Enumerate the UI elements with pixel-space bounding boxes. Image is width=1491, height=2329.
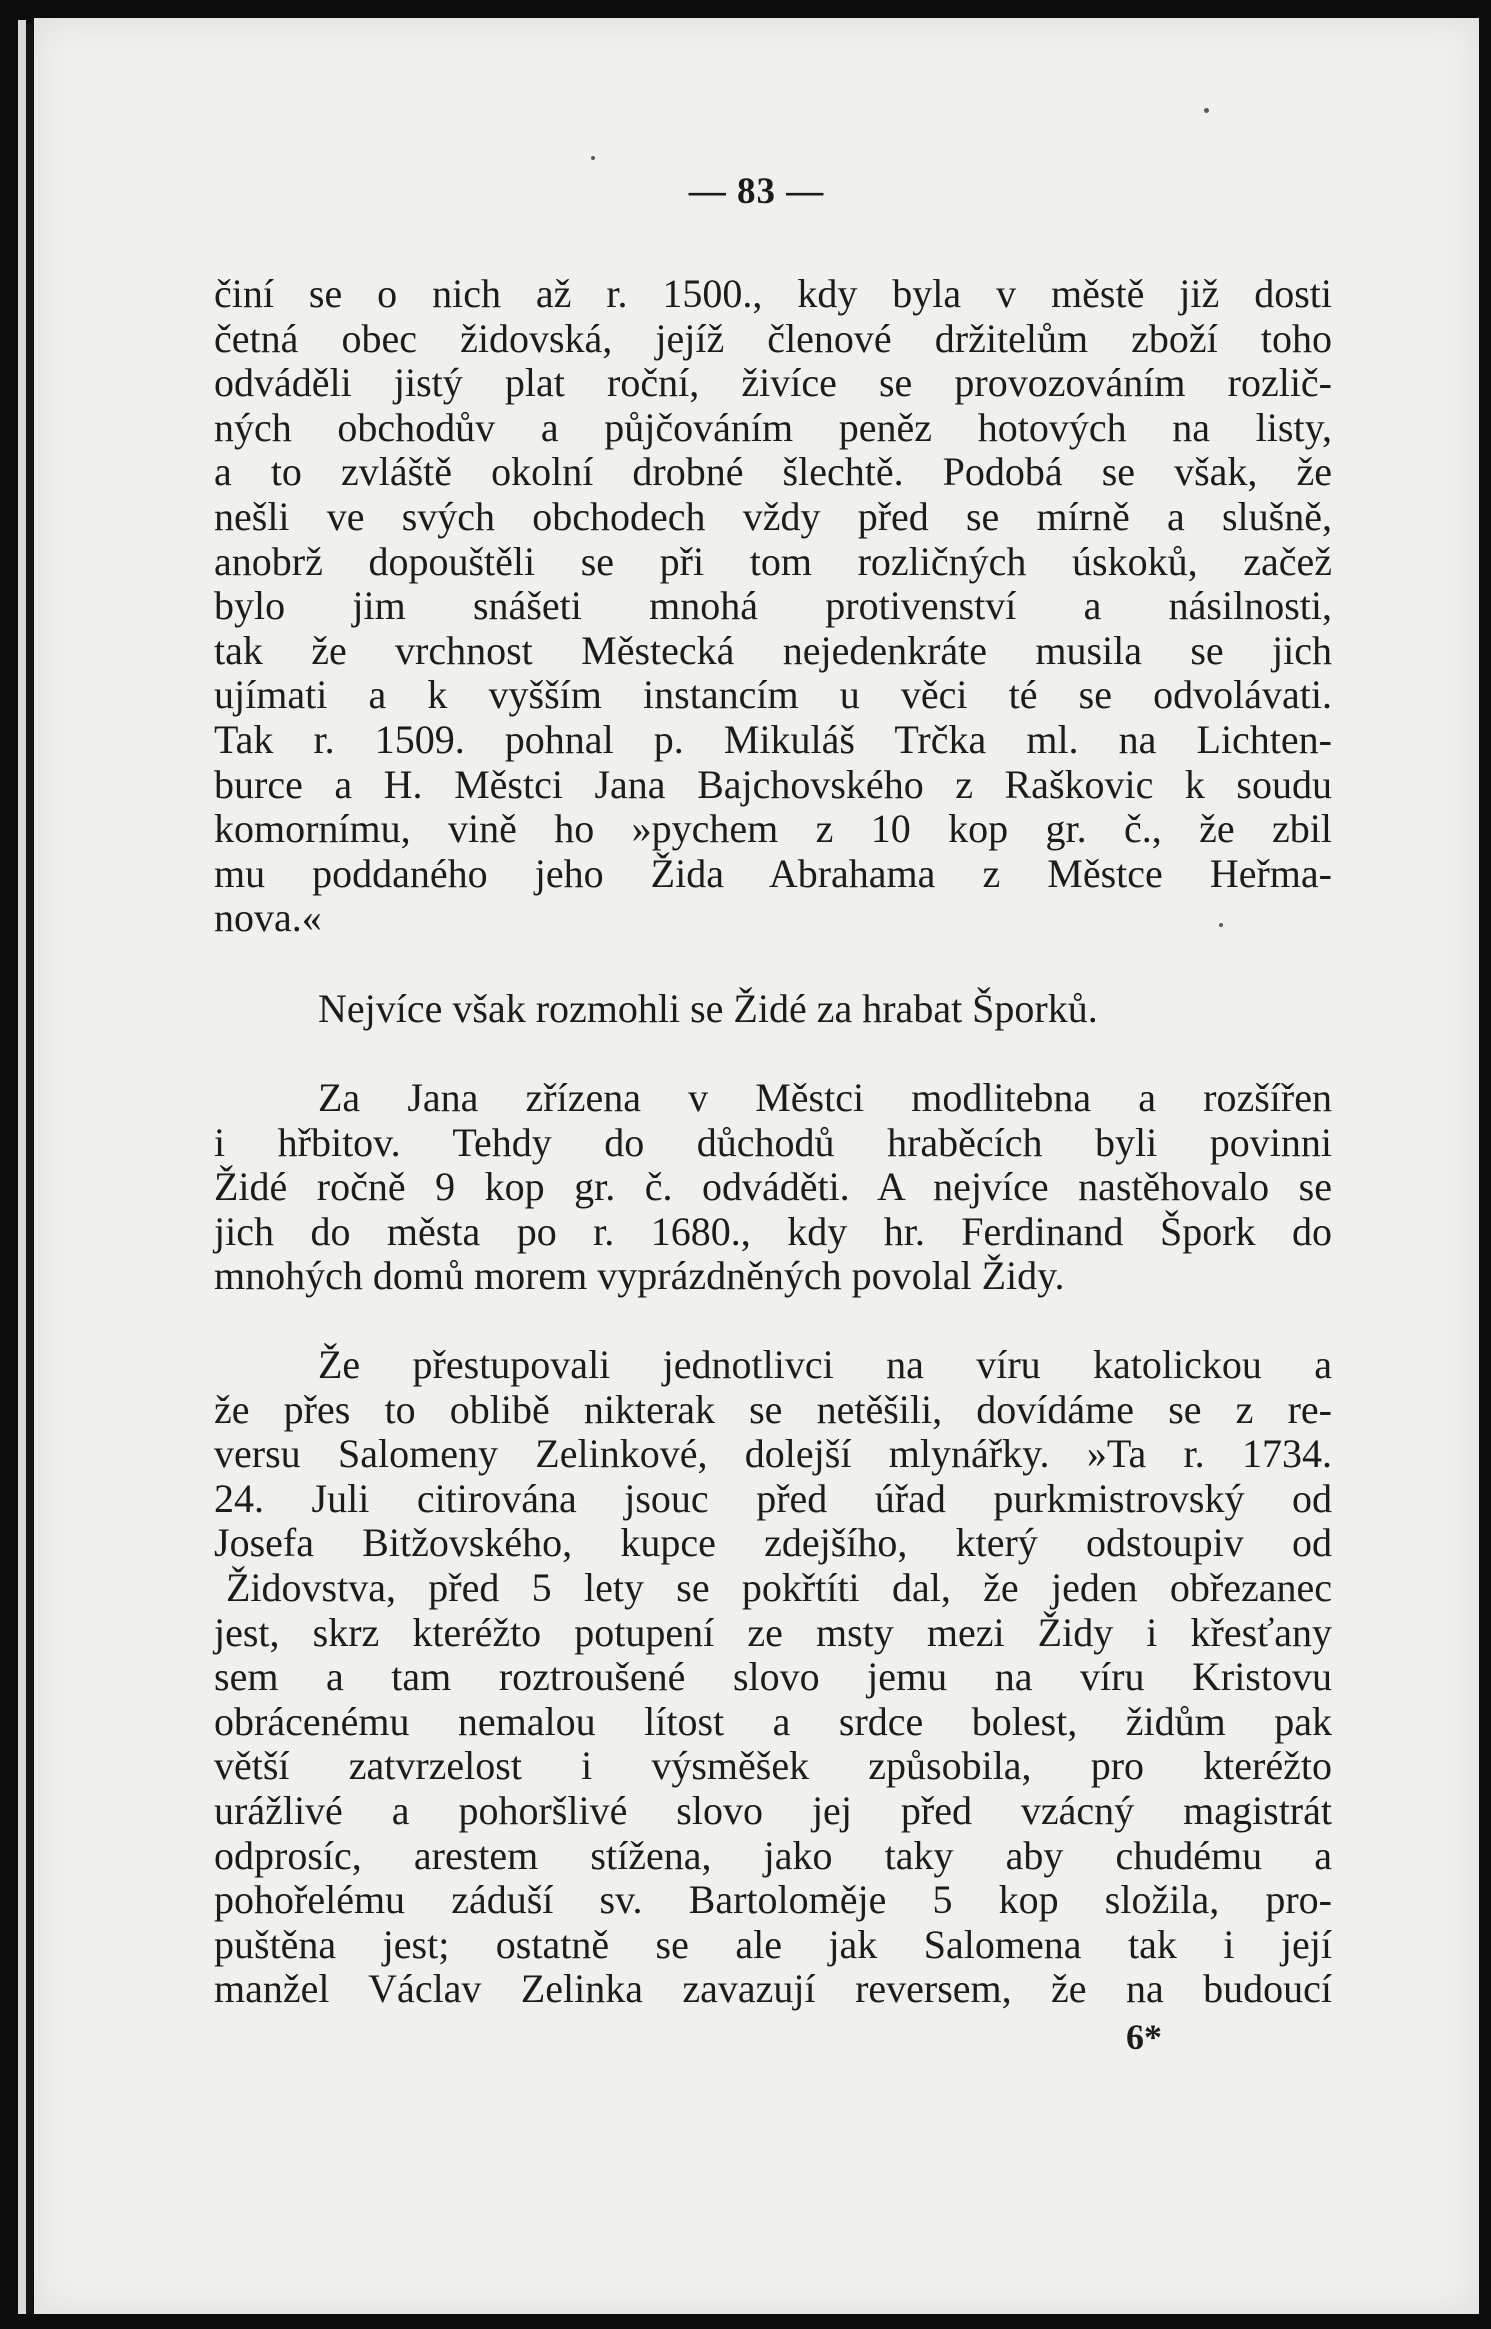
text-line: ných obchodův a půjčováním peněz hotových na listy, bbox=[214, 404, 1332, 450]
signature-mark: 6* bbox=[1126, 2017, 1162, 2057]
text-line: anobrž dopouštěli se při tom rozličných úskoků, začež bbox=[214, 538, 1332, 584]
text-line: činí se o nich až r. 1500., kdy byla v městě již dosti bbox=[214, 271, 1332, 316]
text-line: mnohých domů morem vyprázdněných povolal Židy. bbox=[214, 1253, 1065, 1299]
text-line: Židé ročně 9 kop gr. č. odváděti. A nejvíce nastěhovalo se bbox=[214, 1164, 1332, 1210]
text-line: Nejvíce však rozmohli se Židé za hrabat Šporků. bbox=[318, 986, 1098, 1031]
text-line: bylo jim snášeti mnohá protivenství a násilnosti, bbox=[214, 583, 1332, 629]
text-line: jest, skrz kteréžto potupení ze msty mezi Židy i křesťany bbox=[214, 1609, 1332, 1655]
print-speck bbox=[591, 156, 595, 160]
text-line: komornímu, vině ho »pychem z 10 kop gr. č., že zbil bbox=[214, 806, 1332, 852]
text-line: puštěna jest; ostatně se ale jak Salomena tak i její bbox=[214, 1921, 1332, 1967]
paragraph-2 bbox=[214, 987, 1332, 1032]
text-line: manžel Václav Zelinka zavazují reversem, že na budoucí bbox=[214, 1966, 1332, 2012]
text-line: mu poddaného jeho Žida Abrahama z Městce Heřma- bbox=[214, 850, 1332, 896]
text-line: Tak r. 1509. pohnal p. Mikuláš Trčka ml. na Lichten- bbox=[214, 716, 1332, 762]
text-line: sem a tam roztroušené slovo jemu na víru Kristovu bbox=[214, 1654, 1332, 1700]
text-line: Židovstva, před 5 lety se pokřtíti dal, že jeden obřezanec bbox=[226, 1564, 1332, 1610]
text-line: a to zvláště okolní drobné šlechtě. Podobá se však, že bbox=[214, 449, 1332, 495]
print-speck bbox=[1204, 108, 1209, 113]
paragraph-4 bbox=[214, 1343, 1332, 2012]
page-number: — 83 — bbox=[688, 171, 825, 212]
text-line: burce a H. Městci Jana Bajchovského z Raškovic k soudu bbox=[214, 761, 1332, 807]
text-line: Že přestupovali jednotlivci na víru katolickou a bbox=[318, 1342, 1332, 1387]
page-edge-gap bbox=[18, 20, 26, 2314]
text-line: odprosíc, arestem stížena, jako taky aby chudému a bbox=[214, 1832, 1332, 1878]
text-line: urážlivé a pohoršlivé slovo jej před vzácný magistrát bbox=[214, 1787, 1332, 1833]
text-line: větší zatvrzelost i výsměšek způsobila, pro kteréžto bbox=[214, 1743, 1332, 1789]
text-line: tak že vrchnost Městecká nejedenkráte musila se jich bbox=[214, 627, 1332, 673]
text-line: nešli ve svých obchodech vždy před se mírně a slušně, bbox=[214, 493, 1332, 539]
text-line: četná obec židovská, jejíž členové držitelům zboží toho bbox=[214, 315, 1332, 361]
text-line: Za Jana zřízena v Městci modlitebna a rozšířen bbox=[318, 1075, 1332, 1120]
text-line: i hřbitov. Tehdy do důchodů hraběcích byli povinni bbox=[214, 1119, 1332, 1165]
text-line: že přes to oblibě nikterak se netěšili, dovídáme se z re- bbox=[214, 1386, 1332, 1432]
paragraph-1 bbox=[214, 272, 1332, 941]
paragraph-3 bbox=[214, 1076, 1332, 1299]
print-speck bbox=[1219, 923, 1223, 927]
book-page bbox=[34, 18, 1479, 2314]
text-line: versu Salomeny Zelinkové, dolejší mlynářky. »Ta r. 1734. bbox=[214, 1431, 1332, 1477]
page-binding-edge bbox=[26, 24, 33, 2314]
text-line: 24. Juli citirována jsouc před úřad purkmistrovský od bbox=[214, 1475, 1332, 1521]
text-line: odváděli jistý plat roční, živíce se provozováním rozlič- bbox=[214, 360, 1332, 406]
text-line: jich do města po r. 1680., kdy hr. Ferdinand Špork do bbox=[214, 1208, 1332, 1254]
text-line: nova.« bbox=[214, 895, 322, 941]
text-line: Josefa Bitžovského, kupce zdejšího, který odstoupiv od bbox=[214, 1520, 1332, 1566]
text-line: ujímati a k vyšším instancím u věci té se odvolávati. bbox=[214, 672, 1332, 718]
text-line: obrácenému nemalou lítost a srdce bolest, židům pak bbox=[214, 1698, 1332, 1744]
text-line: pohořelému záduší sv. Bartoloměje 5 kop složila, pro- bbox=[214, 1877, 1332, 1923]
